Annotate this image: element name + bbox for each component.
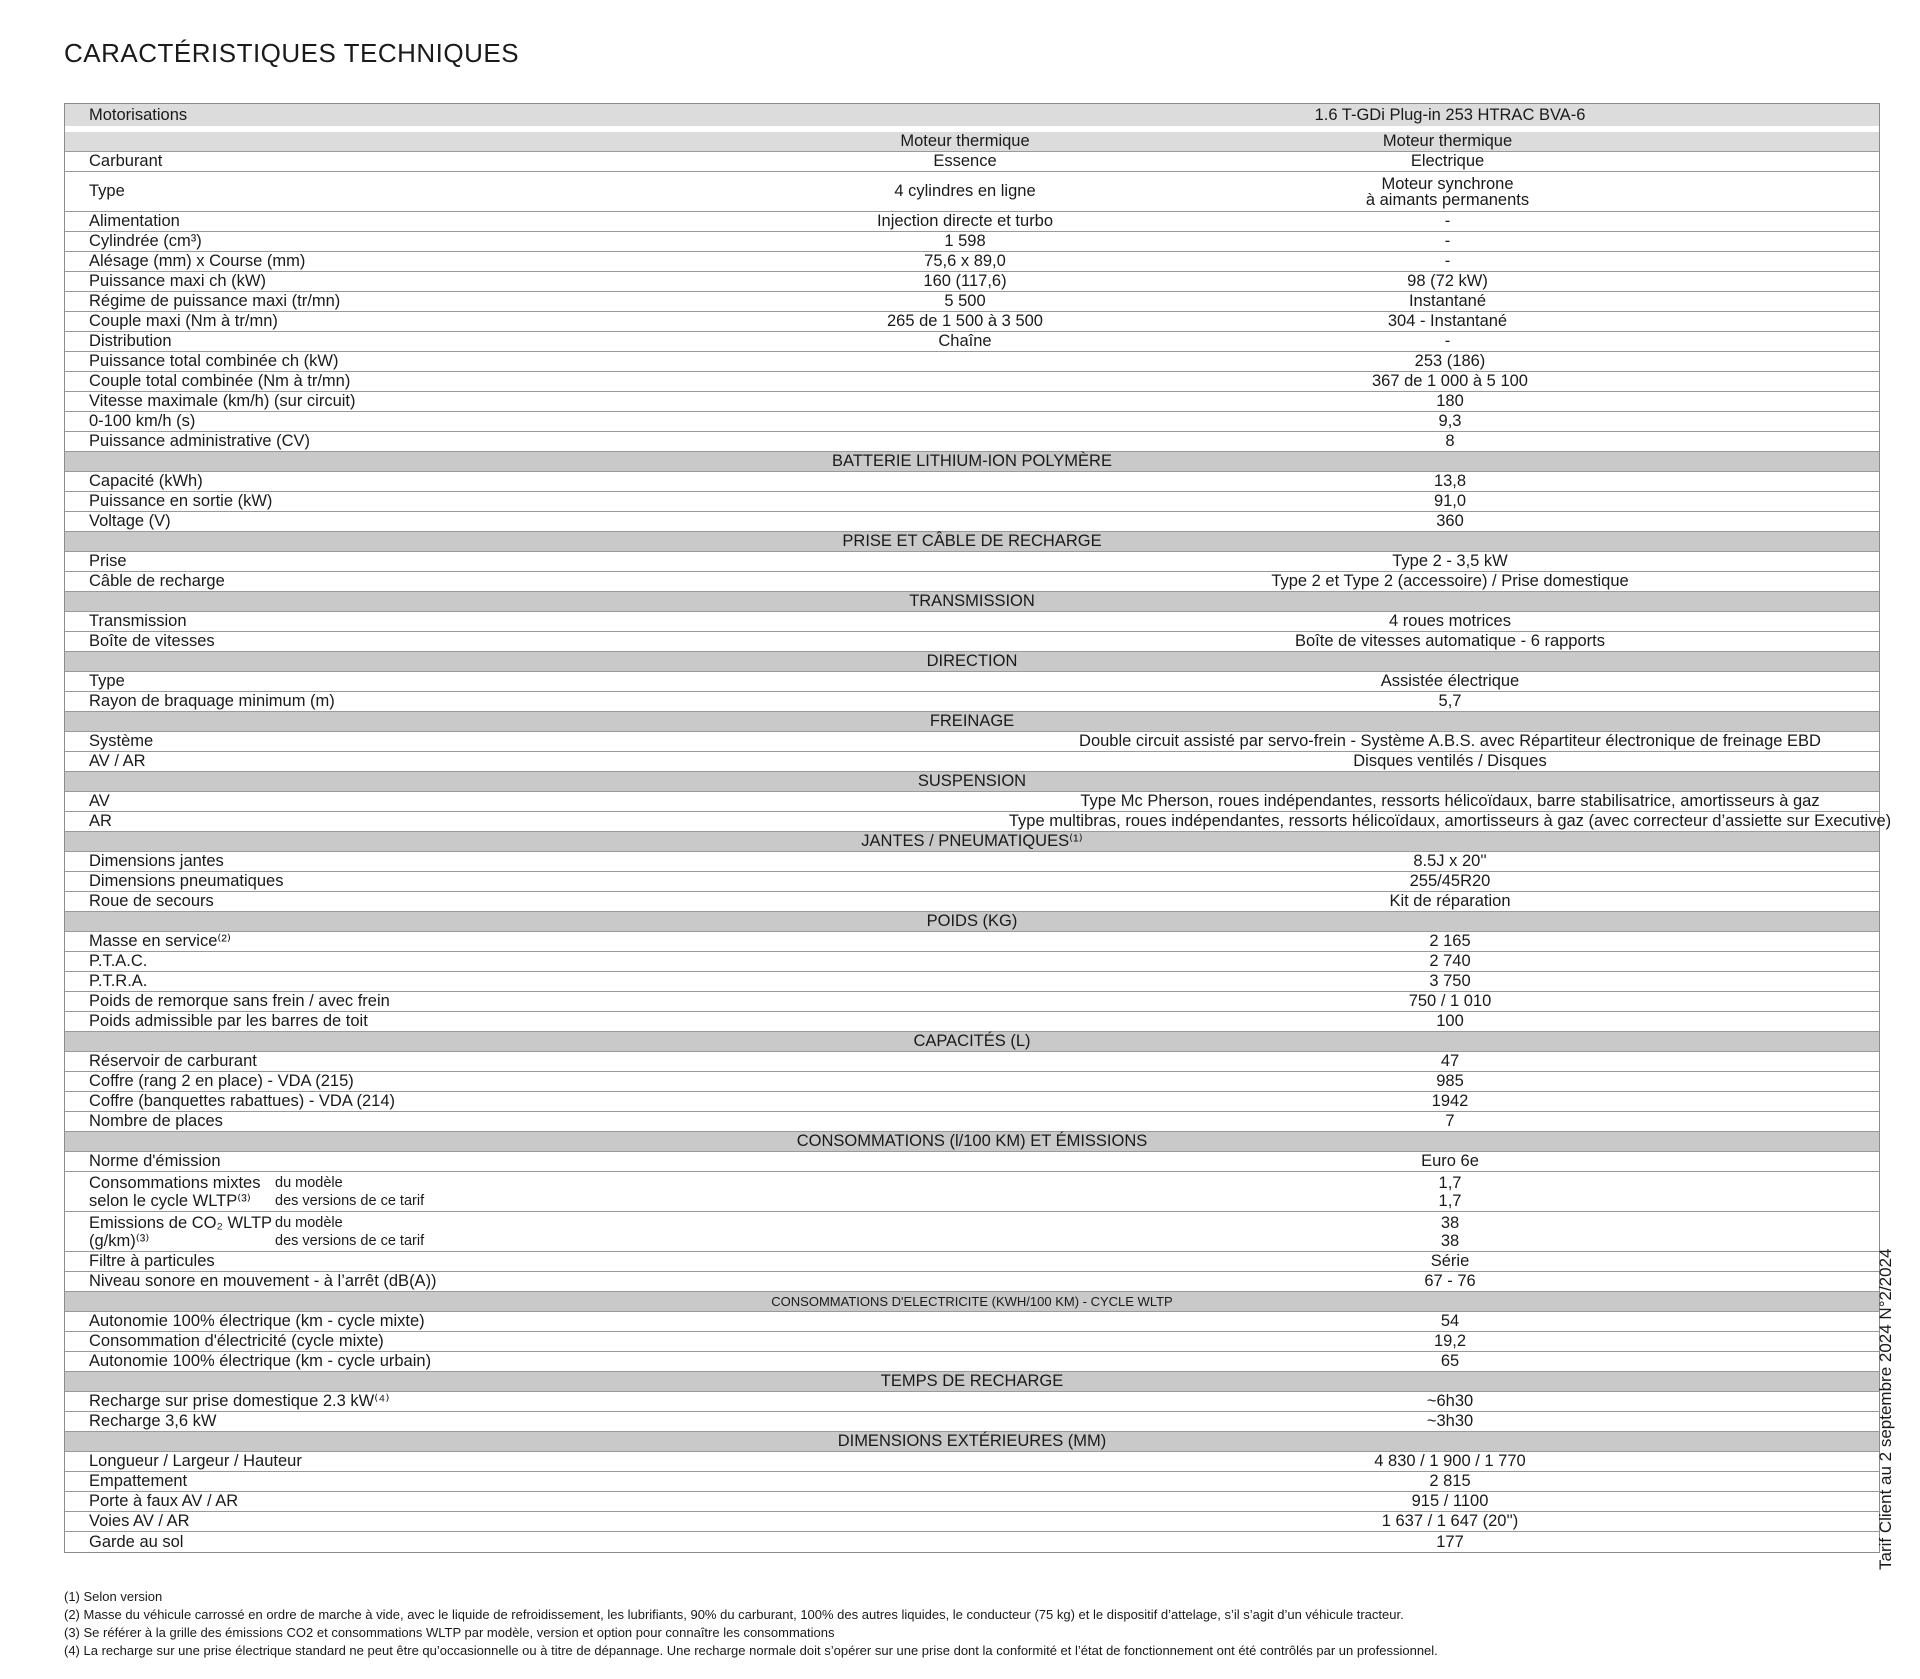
row-label: AR xyxy=(89,812,112,830)
row-label: Poids de remorque sans frein / avec frein xyxy=(89,992,390,1010)
row-label: Vitesse maximale (km/h) (sur circuit) xyxy=(89,392,356,410)
table-row xyxy=(65,792,1879,812)
row-value: Série xyxy=(1430,1252,1470,1270)
row-value: 91,0 xyxy=(1433,492,1467,510)
row-value: 1,7 1,7 xyxy=(1438,1173,1462,1210)
section-header-battery: BATTERIE LITHIUM-ION POLYMÈRE xyxy=(65,452,1879,472)
row-value: 8.5J x 20'' xyxy=(1413,852,1487,870)
row-value: 2 815 xyxy=(1429,1472,1471,1490)
footnote: (4) La recharge sur une prise électrique standard ne peut être qu’occasionnelle ou à titre de dépannage. Une recharge normale doit s’opérer sur une prise dont la conformité et l’état de fonctionnement ont été contrôlés par un professionnel. xyxy=(64,1643,1438,1658)
row-value: - xyxy=(1444,232,1451,250)
table-row xyxy=(65,572,1879,592)
row-value: 985 xyxy=(1436,1072,1464,1090)
section-header-direction: DIRECTION xyxy=(65,652,1879,672)
table-row xyxy=(65,412,1879,432)
table-row xyxy=(65,1012,1879,1032)
row-value: 5,7 xyxy=(1438,692,1462,710)
table-row xyxy=(65,812,1892,832)
table-row xyxy=(65,172,1879,212)
row-value: 9,3 xyxy=(1438,412,1462,430)
table-row xyxy=(65,872,1879,892)
row-value: Injection directe et turbo xyxy=(876,212,1054,230)
row-label: Distribution xyxy=(89,332,172,350)
row-label: Voies AV / AR xyxy=(89,1512,190,1530)
row-label: Consommations mixtes selon le cycle WLTP⁽³⁾ xyxy=(89,1173,261,1210)
row-value: - xyxy=(1444,212,1451,230)
row-value: ~6h30 xyxy=(1426,1392,1474,1410)
footnote: (3) Se référer à la grille des émissions CO2 et consommations WLTP par modèle, version et option pour connaître les consommations xyxy=(64,1625,835,1640)
row-value: 255/45R20 xyxy=(1409,872,1491,890)
table-row xyxy=(65,952,1879,972)
row-label: Puissance en sortie (kW) xyxy=(89,492,273,510)
section-header-braking: FREINAGE xyxy=(65,712,1879,732)
row-value: 4 830 / 1 900 / 1 770 xyxy=(1374,1452,1526,1470)
row-value: 67 - 76 xyxy=(1424,1272,1476,1290)
row-label: Puissance maxi ch (kW) xyxy=(89,272,266,290)
row-label: Autonomie 100% électrique (km - cycle mixte) xyxy=(89,1312,425,1330)
table-row xyxy=(65,1272,1879,1292)
row-value: Euro 6e xyxy=(1421,1152,1479,1170)
row-label: Alimentation xyxy=(89,212,180,230)
row-value: 8 xyxy=(1445,432,1455,450)
row-label: Recharge sur prise domestique 2.3 kW⁽⁴⁾ xyxy=(89,1392,390,1410)
row-value: 1 598 xyxy=(944,232,986,250)
table-row xyxy=(65,1072,1879,1092)
table-row xyxy=(65,212,1879,232)
table-row xyxy=(65,672,1879,692)
table-row xyxy=(65,1472,1879,1492)
row-value: 1.6 T-GDi Plug-in 253 HTRAC BVA-6 xyxy=(1314,105,1586,124)
section-header-transmission: TRANSMISSION xyxy=(65,592,1879,612)
row-label: Empattement xyxy=(89,1472,188,1490)
table-row xyxy=(65,612,1879,632)
table-row xyxy=(65,1152,1879,1172)
table-row xyxy=(65,512,1879,532)
table-row xyxy=(65,392,1879,412)
row-label: Roue de secours xyxy=(89,892,214,910)
row-label: Niveau sonore en mouvement - à l’arrêt (dB(A)) xyxy=(89,1272,437,1290)
row-value: Assistée électrique xyxy=(1380,672,1520,690)
motorisation-header-row xyxy=(65,104,1879,132)
section-header-consumption: CONSOMMATIONS (l/100 KM) ET ÉMISSIONS xyxy=(65,1132,1879,1152)
row-value: Type 2 - 3,5 kW xyxy=(1392,552,1508,570)
table-row xyxy=(65,272,1879,292)
table-row xyxy=(65,232,1879,252)
row-label: P.T.A.C. xyxy=(89,952,148,970)
row-label: Garde au sol xyxy=(89,1532,184,1551)
row-value: 7 xyxy=(1445,1112,1455,1130)
row-label: AV / AR xyxy=(89,752,146,770)
table-row xyxy=(65,1312,1879,1332)
row-label: Consommation d'électricité (cycle mixte) xyxy=(89,1332,384,1350)
row-value: Type multibras, roues indépendantes, ressorts hélicoïdaux, amortisseurs à gaz (avec correcteur d’assiette sur Executive) xyxy=(1008,812,1892,830)
table-row xyxy=(65,1092,1879,1112)
row-value: Chaîne xyxy=(938,332,992,350)
table-row xyxy=(65,1392,1879,1412)
row-value: 253 (186) xyxy=(1414,352,1486,370)
row-value: 304 - Instantané xyxy=(1387,312,1508,330)
row-label: Autonomie 100% électrique (km - cycle urbain) xyxy=(89,1352,432,1370)
row-label: P.T.R.A. xyxy=(89,972,148,990)
table-row xyxy=(65,1532,1879,1552)
row-value: 47 xyxy=(1440,1052,1460,1070)
section-header-electric: CONSOMMATIONS D'ELECTRICITE (KWH/100 KM) - CYCLE WLTP xyxy=(65,1292,1879,1312)
table-row xyxy=(65,332,1879,352)
row-label: Type xyxy=(89,182,125,200)
row-value: Type Mc Pherson, roues indépendantes, ressorts hélicoïdaux, barre stabilisatrice, amortisseurs à gaz xyxy=(1080,792,1820,810)
table-row xyxy=(65,1052,1879,1072)
table-row xyxy=(65,692,1879,712)
row-label: Couple total combinée (Nm à tr/mn) xyxy=(89,372,351,390)
row-value: 915 / 1100 xyxy=(1411,1492,1489,1510)
row-value: 38 38 xyxy=(1440,1213,1460,1250)
row-value: 2 740 xyxy=(1429,952,1471,970)
row-label: Puissance total combinée ch (kW) xyxy=(89,352,339,370)
row-label: Poids admissible par les barres de toit xyxy=(89,1012,368,1030)
row-label: Recharge 3,6 kW xyxy=(89,1412,217,1430)
side-tariff-label: Tarif Client au 2 septembre 2024 N°2/2024 xyxy=(1876,1248,1895,1570)
row-value: 75,6 x 89,0 xyxy=(924,252,1006,270)
table-row xyxy=(65,252,1879,272)
table-row xyxy=(65,352,1879,372)
row-value: 367 de 1 000 à 5 100 xyxy=(1372,372,1528,390)
row-label: Coffre (rang 2 en place) - VDA (215) xyxy=(89,1072,354,1090)
row-value: 750 / 1 010 xyxy=(1408,992,1492,1010)
row-value: Moteur synchrone à aimants permanents xyxy=(1365,174,1530,209)
table-row xyxy=(65,932,1879,952)
table-row xyxy=(65,732,1879,752)
row-label: Câble de recharge xyxy=(89,572,225,590)
table-row xyxy=(65,1492,1879,1512)
table-row xyxy=(65,432,1879,452)
row-value: Double circuit assisté par servo-frein - Système A.B.S. avec Répartiteur électronique de freinage EBD xyxy=(1079,732,1821,750)
row-label: Longueur / Largeur / Hauteur xyxy=(89,1452,302,1470)
row-value: 1942 xyxy=(1431,1092,1469,1110)
footnotes xyxy=(64,1588,1438,1660)
row-label: Cylindrée (cm³) xyxy=(89,232,202,250)
section-header-capacities: CAPACITÉS (L) xyxy=(65,1032,1879,1052)
row-label: Transmission xyxy=(89,612,187,630)
row-label: Puissance administrative (CV) xyxy=(89,432,310,450)
row-label: Carburant xyxy=(89,152,163,170)
row-label: Filtre à particules xyxy=(89,1252,215,1270)
row-label: Dimensions pneumatiques xyxy=(89,872,284,890)
section-header-suspension: SUSPENSION xyxy=(65,772,1879,792)
row-value: Disques ventilés / Disques xyxy=(1353,752,1547,770)
footnote: (2) Masse du véhicule carrossé en ordre de marche à vide, avec le liquide de refroidissement, les lubrifiants, 90% du carburant, 100% des autres liquides, le conducteur (75 kg) et le dispositif d’attelage, s’il s’agit d’un véhicule tracteur. xyxy=(64,1607,1404,1622)
section-header-charging: PRISE ET CÂBLE DE RECHARGE xyxy=(65,532,1879,552)
table-row xyxy=(65,1412,1879,1432)
table-row xyxy=(65,472,1879,492)
row-value: 180 xyxy=(1436,392,1464,410)
row-value: 54 xyxy=(1440,1312,1460,1330)
table-row-mixed-consumption xyxy=(65,1172,1879,1212)
row-label: Nombre de places xyxy=(89,1112,223,1130)
row-value: 13,8 xyxy=(1433,472,1467,490)
table-row xyxy=(65,1252,1879,1272)
table-row-co2 xyxy=(65,1212,1879,1252)
row-value: 265 de 1 500 à 3 500 xyxy=(887,312,1043,330)
row-value: - xyxy=(1444,332,1451,350)
section-header-charge-time: TEMPS DE RECHARGE xyxy=(65,1372,1879,1392)
row-label: Capacité (kWh) xyxy=(89,472,203,490)
section-header-weights: POIDS (KG) xyxy=(65,912,1879,932)
row-label: Alésage (mm) x Course (mm) xyxy=(89,252,306,270)
row-label: Emissions de CO₂ WLTP (g/km)⁽³⁾ xyxy=(89,1213,273,1250)
row-value: Instantané xyxy=(1408,292,1487,310)
row-label: Prise xyxy=(89,552,127,570)
row-label: Type xyxy=(89,672,125,690)
table-row xyxy=(65,552,1879,572)
row-label: AV xyxy=(89,792,110,810)
row-label: Dimensions jantes xyxy=(89,852,224,870)
row-value: 360 xyxy=(1436,512,1464,530)
row-label: Réservoir de carburant xyxy=(89,1052,257,1070)
row-value: 2 165 xyxy=(1429,932,1471,950)
row-value: Essence xyxy=(933,152,997,170)
row-value: 3 750 xyxy=(1429,972,1471,990)
row-value: 177 xyxy=(1436,1532,1464,1551)
row-value: 4 roues motrices xyxy=(1389,612,1511,630)
table-row xyxy=(65,892,1879,912)
table-row xyxy=(65,852,1879,872)
row-label: Voltage (V) xyxy=(89,512,171,530)
column-header-electric: Moteur thermique xyxy=(1382,132,1513,150)
row-label: Coffre (banquettes rabattues) - VDA (214) xyxy=(89,1092,396,1110)
row-value: ~3h30 xyxy=(1426,1412,1474,1430)
row-sublabel: du modèle des versions de ce tarif xyxy=(275,1174,425,1209)
table-row xyxy=(65,1112,1879,1132)
row-value: Electrique xyxy=(1410,152,1485,170)
section-header-wheels: JANTES / PNEUMATIQUES⁽¹⁾ xyxy=(65,832,1879,852)
row-label: Masse en service⁽²⁾ xyxy=(89,932,231,950)
table-row xyxy=(65,492,1879,512)
engine-columns-row xyxy=(65,132,1879,152)
table-row xyxy=(65,1332,1879,1352)
row-value: 65 xyxy=(1440,1352,1460,1370)
table-row xyxy=(65,992,1879,1012)
footnote: (1) Selon version xyxy=(64,1589,163,1604)
row-value: Kit de réparation xyxy=(1389,892,1511,910)
table-row xyxy=(65,1352,1879,1372)
row-label: Rayon de braquage minimum (m) xyxy=(89,692,335,710)
row-value: 1 637 / 1 647 (20'') xyxy=(1381,1512,1519,1530)
row-label: Couple maxi (Nm à tr/mn) xyxy=(89,312,278,330)
row-value: 100 xyxy=(1436,1012,1464,1030)
table-row xyxy=(65,372,1879,392)
table-row xyxy=(65,1512,1879,1532)
row-label: Porte à faux AV / AR xyxy=(89,1492,239,1510)
table-row xyxy=(65,632,1879,652)
table-row xyxy=(65,152,1879,172)
row-value: Type 2 et Type 2 (accessoire) / Prise domestique xyxy=(1271,572,1629,590)
row-label: 0-100 km/h (s) xyxy=(89,412,196,430)
row-value: 19,2 xyxy=(1433,1332,1467,1350)
row-label: Régime de puissance maxi (tr/mn) xyxy=(89,292,341,310)
section-header-dimensions: DIMENSIONS EXTÉRIEURES (MM) xyxy=(65,1432,1879,1452)
row-value: - xyxy=(1444,252,1451,270)
row-value: 5 500 xyxy=(944,292,986,310)
row-value: Boîte de vitesses automatique - 6 rapports xyxy=(1294,632,1605,650)
page-title: CARACTÉRISTIQUES TECHNIQUES xyxy=(64,38,520,68)
row-value: 4 cylindres en ligne xyxy=(894,182,1036,200)
column-header-thermal: Moteur thermique xyxy=(900,132,1030,150)
table-row xyxy=(65,1452,1879,1472)
row-value: 98 (72 kW) xyxy=(1407,272,1488,290)
row-label: Système xyxy=(89,732,154,750)
row-label: Boîte de vitesses xyxy=(89,632,215,650)
table-row xyxy=(65,292,1879,312)
table-row xyxy=(65,972,1879,992)
row-sublabel: du modèle des versions de ce tarif xyxy=(275,1214,425,1249)
row-label: Norme d'émission xyxy=(89,1152,221,1170)
row-value: 160 (117,6) xyxy=(923,272,1007,290)
table-row xyxy=(65,312,1879,332)
row-label: Motorisations xyxy=(89,105,188,124)
table-row xyxy=(65,752,1879,772)
